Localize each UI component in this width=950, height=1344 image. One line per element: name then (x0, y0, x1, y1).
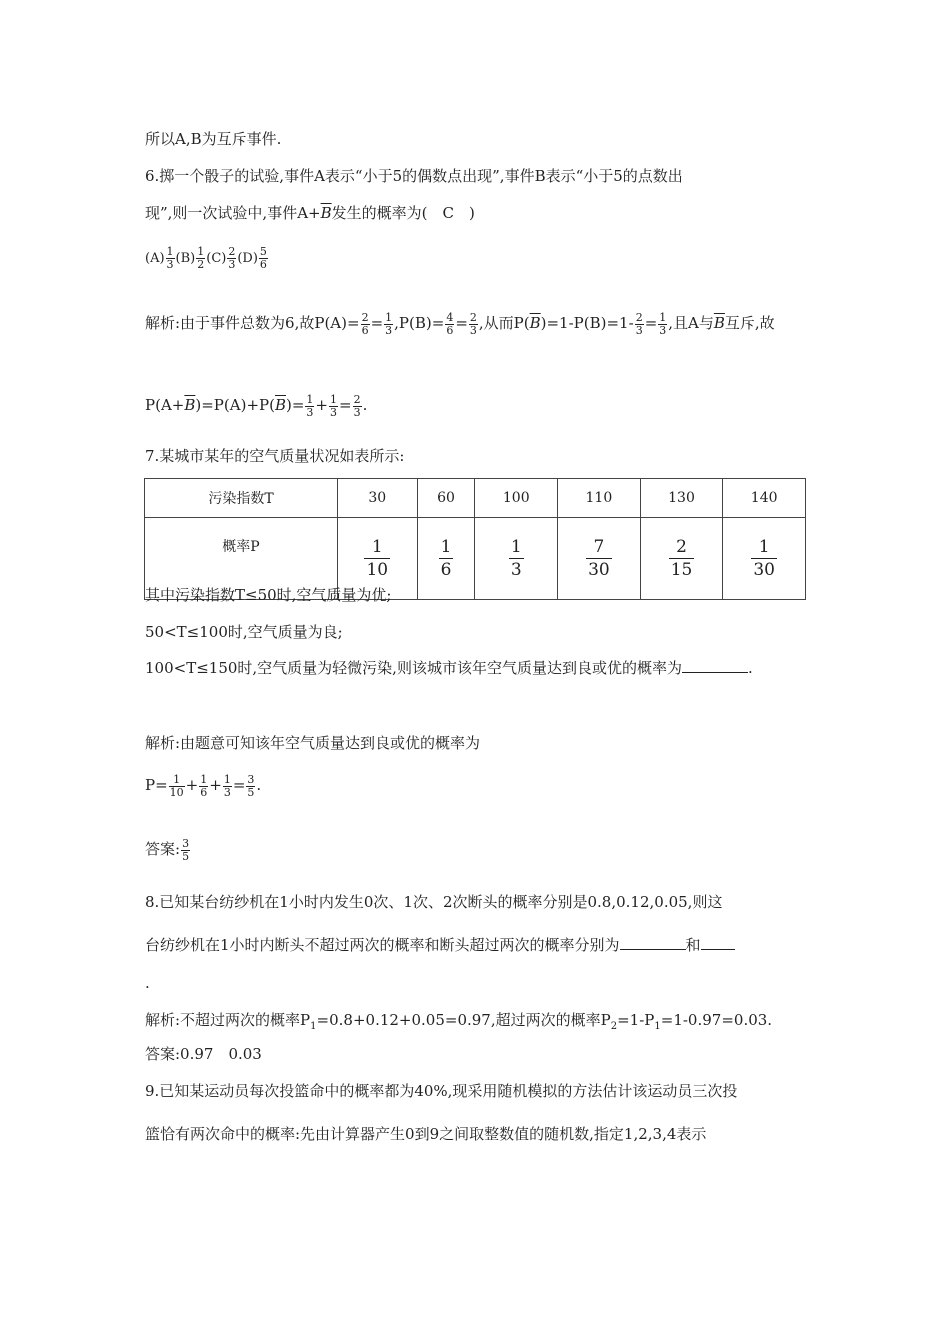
text: 解析:不超过两次的概率P (145, 1011, 311, 1029)
text: . (256, 776, 262, 794)
fraction: $\frac{2}{3}$ (469, 310, 477, 337)
text: )=1-P(B)=1- (540, 314, 634, 332)
text: 发生的概率为( C ) (331, 204, 475, 222)
table-cell: $\frac{1}{10}$ (338, 518, 418, 600)
text: )= (286, 396, 305, 414)
question-7-condition2: 50<T≤100时,空气质量为良; (145, 623, 343, 641)
question-6-options (145, 246, 269, 272)
question-6-line2 (145, 203, 475, 223)
solution-6-line2 (145, 390, 367, 420)
answer-blank (682, 658, 748, 673)
table-cell: $\frac{2}{15}$ (640, 518, 723, 600)
table-cell: 100 (475, 479, 558, 518)
question-8-line2 (145, 935, 735, 955)
text: =1-P (617, 1011, 655, 1029)
question-9-line2: 篮恰有两次命中的概率:先由计算器产生0到9之间取整数值的随机数,指定1,2,3,4表示 (145, 1125, 707, 1143)
text: + (185, 776, 199, 794)
option-d-fraction: $\frac{5}{6}$ (259, 245, 267, 271)
text: = (455, 314, 468, 332)
text: 解析:由于事件总数为6,故P(A)= (145, 314, 360, 332)
fraction: $\frac{1}{3}$ (330, 392, 337, 419)
question-8-line1: 8.已知某台纺纱机在1小时内发生0次、1次、2次断头的概率分别是0.8,0.12,0.05,则这 (145, 893, 723, 911)
table-cell: $\frac{7}{30}$ (558, 518, 641, 600)
subscript: 1 (310, 1021, 317, 1032)
fraction: $\frac{1}{3}$ (385, 310, 393, 337)
text: 和 (685, 936, 701, 954)
text: = (370, 314, 384, 332)
solution-6-line1 (145, 308, 775, 338)
table-cell: 110 (558, 479, 641, 518)
subscript: 2 (610, 1021, 618, 1032)
question-8-line3: . (145, 974, 150, 992)
text: P(A+ (145, 396, 185, 414)
question-7: 7.某城市某年的空气质量状况如表所示: (145, 447, 405, 465)
table-row (145, 479, 806, 518)
text: 台纺纱机在1小时内断头不超过两次的概率和断头超过两次的概率分别为 (145, 936, 620, 954)
option-b-fraction: $\frac{1}{2}$ (197, 245, 205, 271)
text: 100<T≤150时,空气质量为轻微污染,则该城市该年空气质量达到良或优的概率为 (145, 659, 682, 677)
complement-b: $\overline{B}$ (529, 314, 541, 332)
text: P= (145, 776, 168, 794)
complement-b: $\overline{B}$ (713, 314, 725, 332)
answer-7 (145, 834, 191, 864)
complement-b: $\overline{B}$ (274, 396, 286, 414)
text: = (232, 776, 246, 794)
fraction: $\frac{3}{5}$ (182, 836, 190, 863)
answer-blank (701, 935, 735, 950)
question-6-line1: 6.掷一个骰子的试验,事件A表示“小于5的偶数点出现”,事件B表示“小于5的点数出 (145, 167, 683, 185)
text-line: 所以A,B为互斥事件. (145, 130, 282, 148)
text: ,从而P( (478, 314, 530, 332)
question-9-line1: 9.已知某运动员每次投篮命中的概率都为40%,现采用随机模拟的方法估计该运动员三次投 (145, 1082, 738, 1100)
fraction: $\frac{3}{5}$ (247, 772, 255, 799)
text: = (644, 314, 658, 332)
table-cell: 130 (640, 479, 723, 518)
table-cell: 140 (723, 479, 806, 518)
text: 现”,则一次试验中,事件A+ (145, 204, 321, 222)
table-header-cell: 污染指数T (145, 479, 338, 518)
fraction: $\frac{1}{3}$ (659, 310, 667, 337)
text: . (747, 659, 753, 677)
table-cell: $\frac{1}{3}$ (475, 518, 558, 600)
solution-8 (145, 1010, 772, 1037)
text: 互斥,故 (724, 314, 775, 332)
table-cell: 30 (338, 479, 418, 518)
question-7-condition1: 其中污染指数T≤50时,空气质量为优; (145, 586, 392, 604)
solution-7-line1: 解析:由题意可知该年空气质量达到良或优的概率为 (145, 734, 481, 752)
text: + (209, 776, 222, 794)
table-cell: $\frac{1}{6}$ (417, 518, 475, 600)
option-d-label: (D) (237, 251, 258, 266)
fraction: $\frac{2}{3}$ (353, 392, 361, 419)
answer-8: 答案:0.97 0.03 (145, 1045, 262, 1063)
fraction: $\frac{2}{3}$ (635, 310, 643, 337)
text: =1-0.97=0.03. (660, 1011, 773, 1029)
text: 答案: (145, 840, 181, 858)
text: = (339, 396, 352, 414)
fraction: $\frac{1}{3}$ (306, 392, 314, 419)
option-a-fraction: $\frac{1}{3}$ (166, 245, 174, 271)
air-quality-table (144, 478, 806, 600)
complement-b: $\overline{B}$ (184, 396, 196, 414)
option-b-label: (B) (175, 251, 196, 266)
fraction: $\frac{2}{6}$ (361, 310, 369, 337)
fraction: $\frac{1}{6}$ (200, 772, 208, 799)
text: . (362, 396, 368, 414)
fraction: $\frac{1}{3}$ (223, 772, 231, 799)
question-7-condition3 (145, 658, 753, 678)
text: ,且A与 (668, 314, 714, 332)
complement-b: $\overline{B}$ (320, 204, 332, 222)
text: ,P(B)= (394, 314, 445, 332)
table-cell: $\frac{1}{30}$ (723, 518, 806, 600)
solution-7-line2 (145, 770, 261, 800)
text: + (315, 396, 328, 414)
option-c-label: (C) (206, 251, 227, 266)
text: )=P(A)+P( (195, 396, 275, 414)
fraction: $\frac{4}{6}$ (446, 310, 454, 337)
fraction: $\frac{1}{10}$ (169, 772, 184, 799)
table-cell: 60 (417, 479, 475, 518)
subscript: 1 (654, 1021, 661, 1032)
option-a-label: (A) (145, 251, 165, 266)
option-c-fraction: $\frac{2}{3}$ (228, 245, 236, 271)
table-header-cell: 概率P (145, 518, 338, 600)
answer-blank (620, 935, 686, 950)
text: =0.8+0.12+0.05=0.97,超过两次的概率P (316, 1011, 611, 1029)
